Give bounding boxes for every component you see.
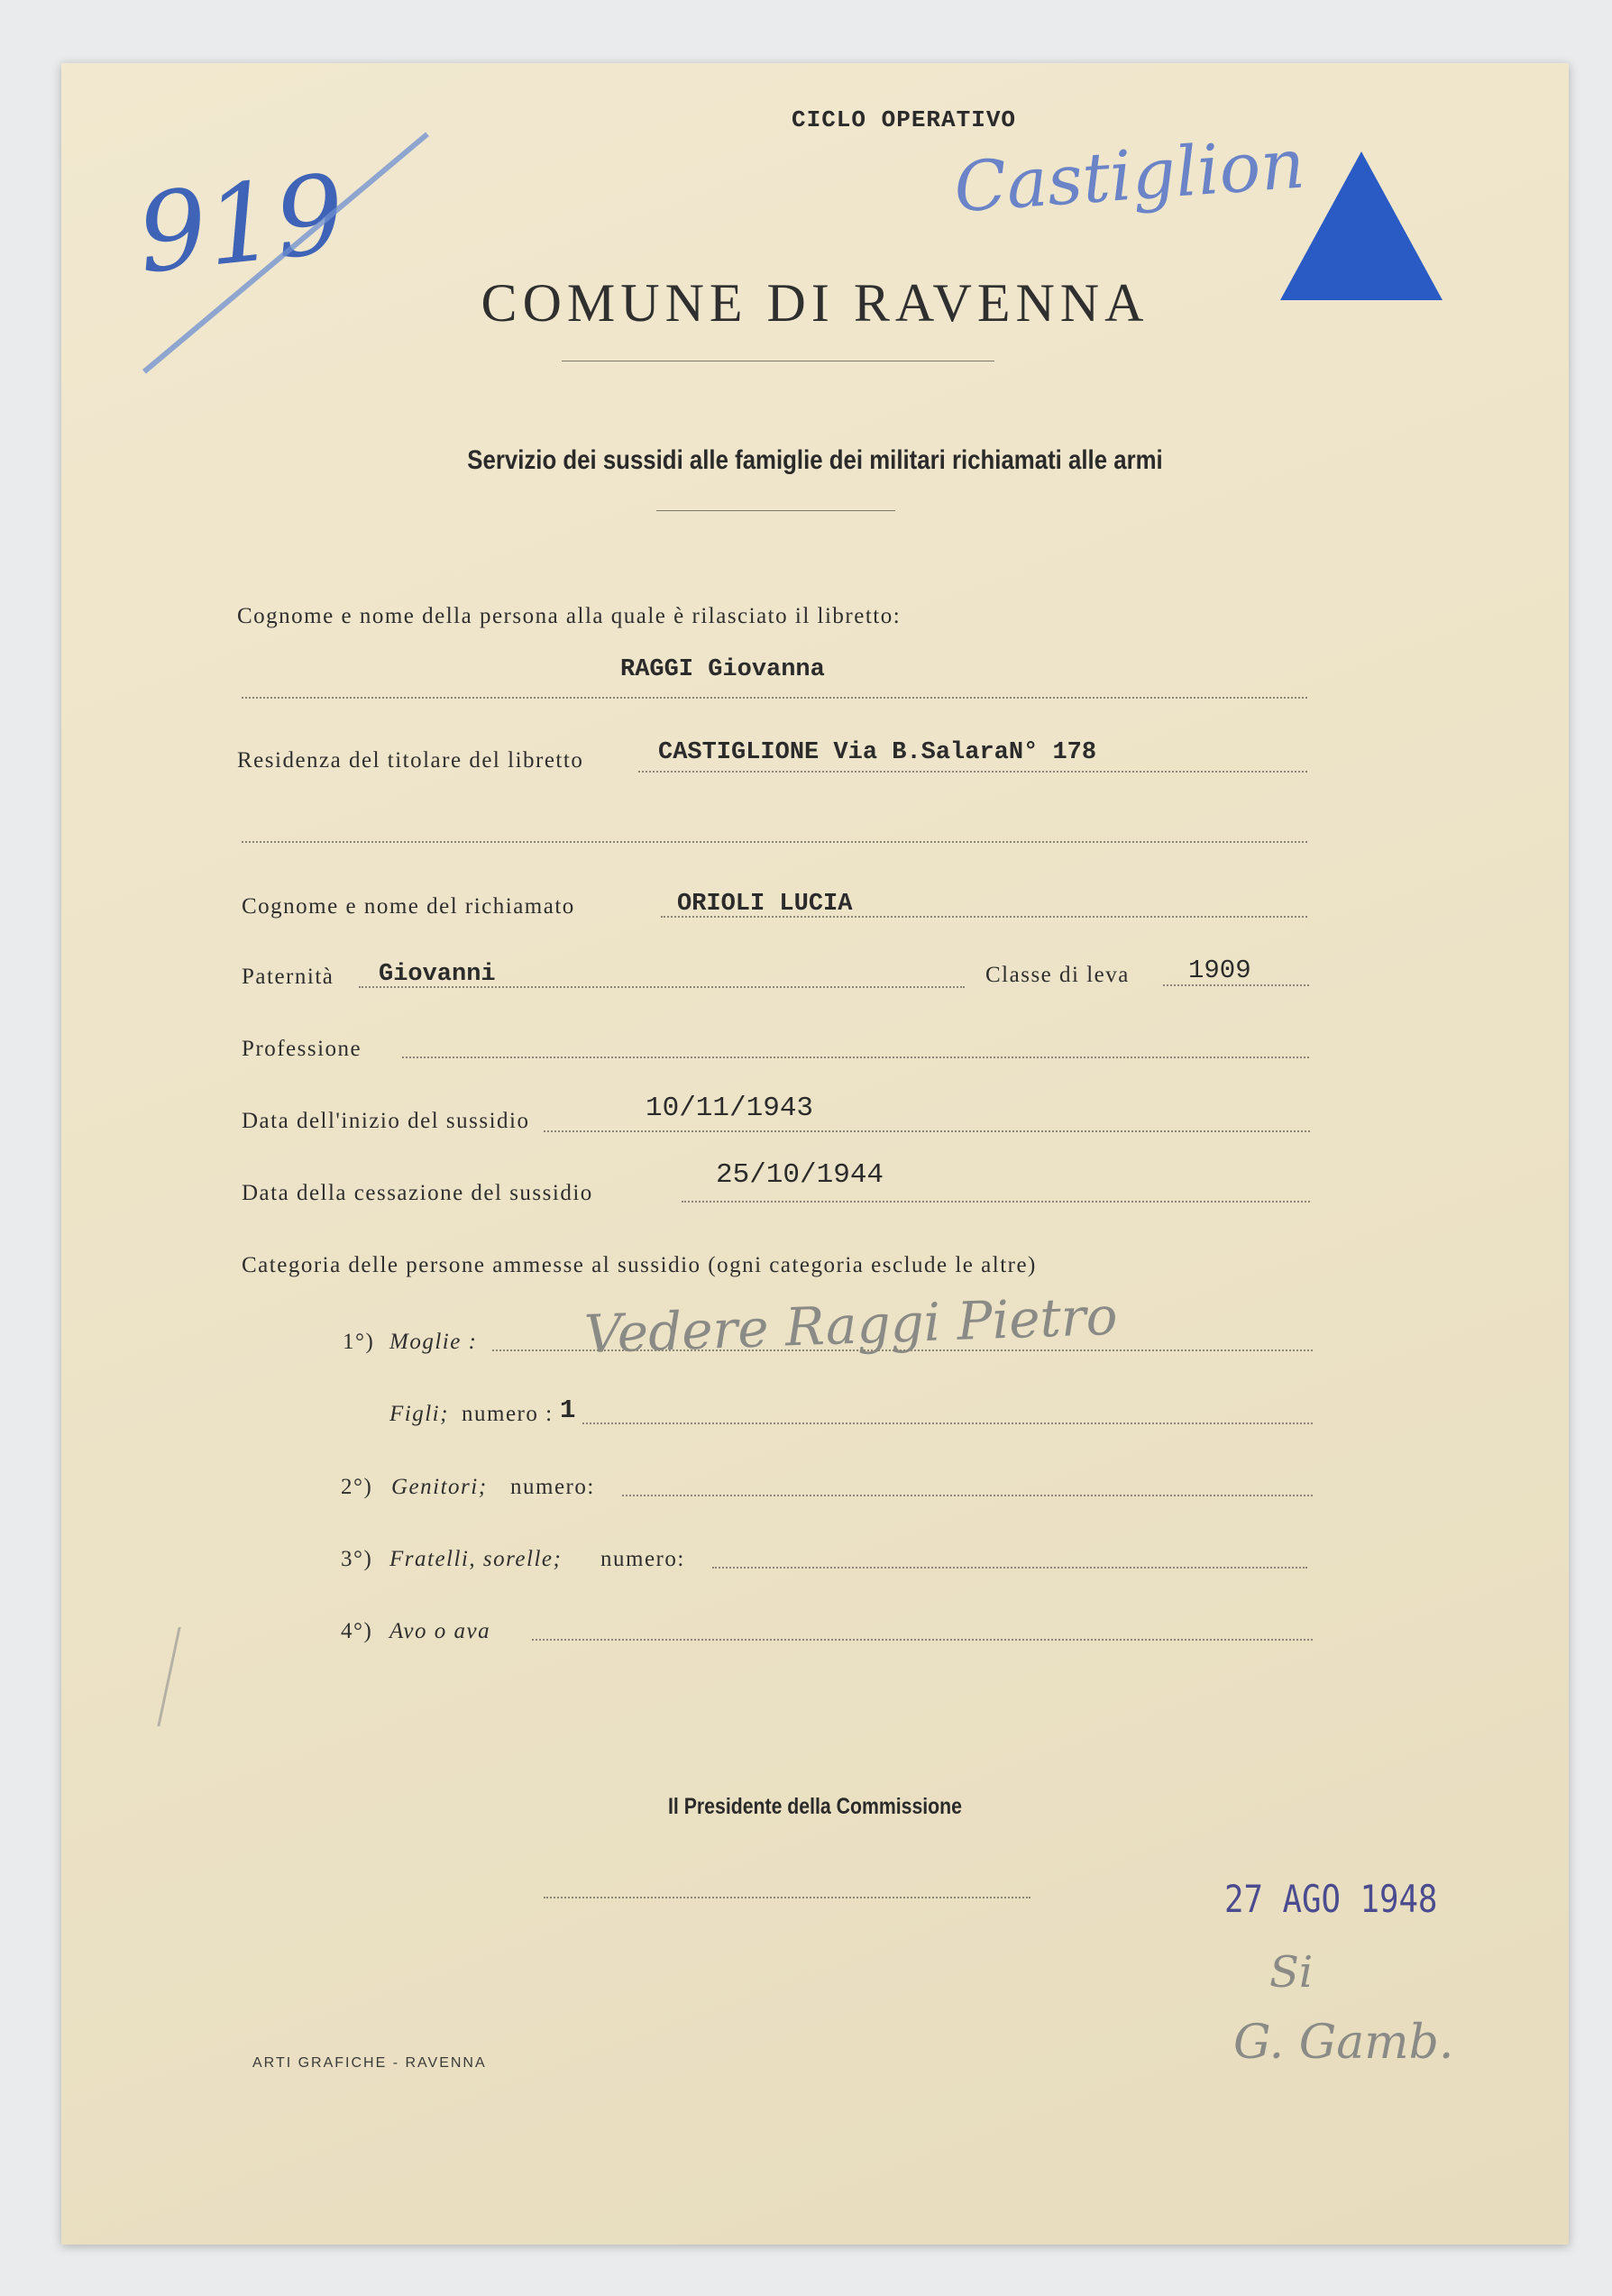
- classe-value: 1909: [1188, 956, 1251, 985]
- printer-credit: ARTI GRAFICHE - RAVENNA: [252, 2055, 487, 2071]
- richiamato-value: ORIOLI LUCIA: [677, 891, 853, 918]
- handwritten-place: Castiglion: [951, 123, 1307, 228]
- handwritten-initials: G. Gamb.: [1233, 2016, 1454, 2070]
- signature-line: [544, 1897, 1030, 1898]
- fratelli-number: 3°): [341, 1547, 373, 1571]
- professione-label: Professione: [242, 1037, 362, 1061]
- subtitle-rule: [656, 510, 895, 511]
- residenza-label: Residenza del titolare del libretto: [237, 748, 584, 773]
- paternita-value: Giovanni: [379, 961, 496, 988]
- page-subtitle: Servizio dei sussidi alle famiglie dei militari richiamati alle armi: [467, 445, 1163, 475]
- moglie-line: [492, 1349, 1313, 1351]
- titolare-line: [242, 697, 1307, 699]
- ciclo-operativo: CICLO OPERATIVO: [792, 106, 1017, 133]
- residenza-line-2: [242, 841, 1307, 843]
- genitori-label: Genitori;: [391, 1475, 488, 1499]
- figli-value: 1: [560, 1395, 576, 1425]
- genitori-line: [622, 1495, 1313, 1496]
- fratelli-numero: numero:: [600, 1547, 685, 1571]
- residenza-line: [638, 771, 1307, 773]
- moglie-value: Vedere Raggi Pietro: [582, 1285, 1119, 1366]
- genitori-numero: numero:: [510, 1475, 595, 1499]
- document-sheet: [61, 63, 1569, 2245]
- fratelli-line: [712, 1567, 1307, 1569]
- figli-line: [582, 1422, 1313, 1424]
- residenza-value: CASTIGLIONE Via B.SalaraN° 178: [658, 739, 1097, 766]
- fratelli-label: Fratelli, sorelle;: [389, 1547, 563, 1571]
- avo-number: 4°): [341, 1619, 373, 1643]
- moglie-number: 1°): [343, 1330, 375, 1354]
- classe-line: [1163, 984, 1309, 986]
- cessazione-label: Data della cessazione del sussidio: [242, 1181, 593, 1205]
- inizio-line: [544, 1130, 1310, 1132]
- pencil-margin-mark: [157, 1627, 234, 1726]
- professione-line: [402, 1057, 1309, 1058]
- page-title: COMUNE DI RAVENNA: [481, 273, 1149, 333]
- avo-label: Avo o ava: [389, 1619, 491, 1643]
- richiamato-label: Cognome e nome del richiamato: [242, 894, 575, 919]
- cessazione-line: [682, 1201, 1310, 1203]
- handwritten-si: Si: [1269, 1947, 1314, 1998]
- figli-label: Figli;: [389, 1402, 449, 1426]
- classe-label: Classe di leva: [985, 963, 1130, 987]
- inizio-value: 10/11/1943: [646, 1093, 814, 1124]
- avo-line: [532, 1639, 1313, 1641]
- figli-numero: numero :: [462, 1402, 554, 1426]
- handwritten-number: 919: [132, 151, 351, 298]
- richiamato-line: [661, 916, 1307, 918]
- genitori-number: 2°): [341, 1475, 373, 1499]
- cessazione-value: 25/10/1944: [716, 1159, 884, 1191]
- inizio-label: Data dell'inizio del sussidio: [242, 1109, 530, 1133]
- titolare-label: Cognome e nome della persona alla quale è rilasciato il libretto:: [237, 604, 902, 628]
- titolare-value: RAGGI Giovanna: [620, 656, 825, 683]
- categoria-label: Categoria delle persone ammesse al sussidio (ogni categoria esclude le altre): [242, 1253, 1037, 1277]
- paternita-line: [359, 986, 965, 988]
- moglie-label: Moglie :: [389, 1330, 478, 1354]
- presidente-label: Il Presidente della Commissione: [668, 1794, 962, 1819]
- paternita-label: Paternità: [242, 965, 334, 989]
- date-stamp: 27 AGO 1948: [1224, 1877, 1438, 1921]
